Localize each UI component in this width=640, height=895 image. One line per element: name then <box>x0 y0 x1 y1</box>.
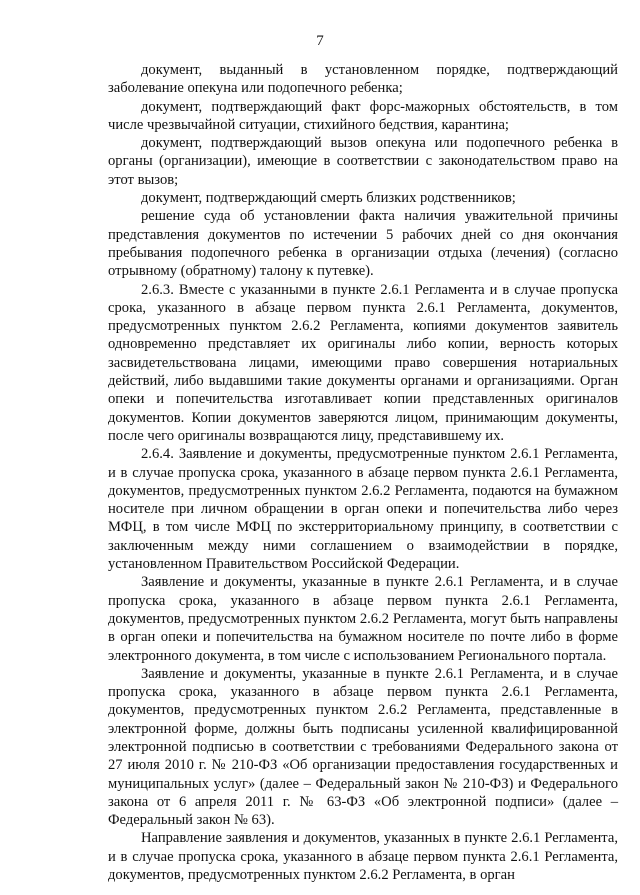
paragraph-section-2-6-4: 2.6.4. Заявление и документы, предусмотренные пунктом 2.6.1 Регламента, и в случае пропуска срока, указанного в абзаце первом пункта 2.6.1 Регламента, документов, предусмотренных пунктом 2.6.2 Регламента, подаются на бумажном носителе при личном обращении в орган опеки и попечительства либо через МФЦ, в том числе МФЦ по экстерриториальному принципу, в соответствии с заключенным между ними соглашением о взаимодействии в порядке, установленном Правительством Российской Федерации. <box>108 446 618 573</box>
paragraph-9: Заявление и документы, указанные в пункте 2.6.1 Регламента, и в случае пропуска срока, указанного в абзаце первом пункта 2.6.1 Регламента, документов, предусмотренных пунктом 2.6.2 Регламента, представленные в электронной форме, должны быть подписаны усиленной квалифицированной электронной подписью в соответствии с требованиями Федерального закона от 27 июля 2010 г. № 210-ФЗ «Об организации предоставления государственных и муниципальных услуг» (далее – Федеральный закон № 210-ФЗ) и Федерального закона от 6 апреля 2011 г. № 63-ФЗ «Об электронной подписи» (далее – Федеральный закон № 63). <box>108 665 618 829</box>
paragraph-1: документ, выданный в установленном порядке, подтверждающий заболевание опекуна или подопечного ребенка; <box>108 62 618 97</box>
paragraph-10: Направление заявления и документов, указанных в пункте 2.6.1 Регламента, и в случае пропуска срока, указанного в абзаце первом пункта 2.6.1 Регламента, документов, предусмотренных пунктом 2.6.2 Регламента, в орган <box>108 830 618 884</box>
page-number: 7 <box>316 33 324 49</box>
paragraph-3: документ, подтверждающий вызов опекуна или подопечного ребенка в органы (организации), имеющие в соответствии с законодательством право на этот вызов; <box>108 135 618 188</box>
paragraph-2: документ, подтверждающий факт форс-мажорных обстоятельств, в том числе чрезвычайной ситуации, стихийного бедствия, карантина; <box>108 98 618 133</box>
paragraph-4: документ, подтверждающий смерть близких родственников; <box>141 190 516 207</box>
paragraph-section-2-6-3: 2.6.3. Вместе с указанными в пункте 2.6.1 Регламента и в случае пропуска срока, указанного в абзаце первом пункта 2.6.1 Регламента, документов, предусмотренных пунктом 2.6.2 Регламента, копиями документов заявитель одновременно представляет их оригиналы либо копии, верность которых засвидетельствована лицами, имеющими право совершения нотариальных действий, либо выдавшими такие документы органами и организациями. Орган опеки и попечительства изготавливает копии представленных оригиналов документов. Копии документов заверяются лицом, принимающим документы, после чего оригиналы возвращаются лицу, представившему их. <box>108 281 618 444</box>
document-body <box>108 61 618 884</box>
paragraph-5: решение суда об установлении факта наличия уважительной причины представления документов по истечении 5 рабочих дней со дня окончания пребывания подопечного ребенка в организации отдыха (лечения) (согласно отрывному (обратному) талону к путевке). <box>108 208 618 280</box>
paragraph-8: Заявление и документы, указанные в пункте 2.6.1 Регламента, и в случае пропуска срока, указанного в абзаце первом пункта 2.6.1 Регламента, документов, предусмотренных пунктом 2.6.2 Регламента, могут быть направлены в орган опеки и попечительства на бумажном носителе по почте либо в форме электронного документа, в том числе с использованием Регионального портала. <box>108 574 618 664</box>
